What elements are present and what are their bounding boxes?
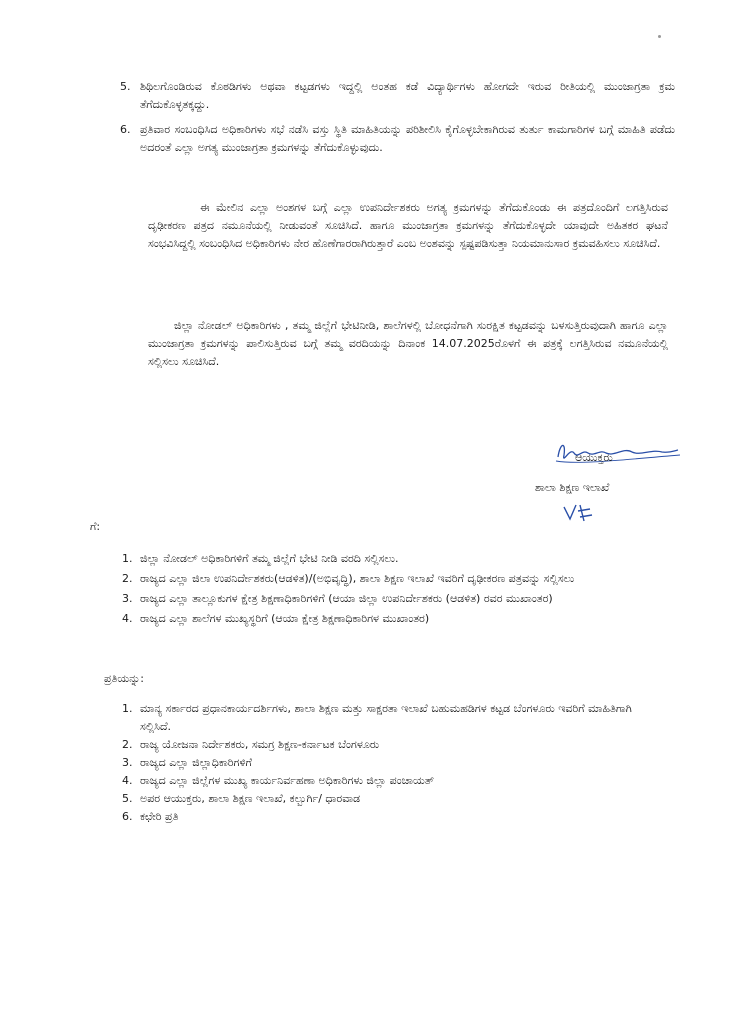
scan-dot [658, 35, 661, 38]
report-paragraph: ಜಿಲ್ಲಾ ನೋಡಲ್ ಅಧಿಕಾರಿಗಳು , ತಮ್ಮ ಜಿಲ್ಲೆಗೆ ಭೇಟಿನೀಡಿ, ಶಾಲೆಗಳಲ್ಲಿ ಬೋಧನೆಗಾಗಿ ಸುರಕ್ಷಿತ ಕಟ್ಟಡವನ್ನು ಬಳಸುತ್ತಿರುವುದಾಗಿ ಹಾಗೂ ಎಲ್ಲಾ ಮುಂಜಾಗ್ರತಾ ಕ್ರಮಗಳನ್ನು ಪಾಲಿಸುತ್ತಿರುವ ಬಗ್ಗೆ ತಮ್ಮ ವರದಿಯನ್ನು ದಿನಾಂಕ 14.07.2025ರೊಳಗೆ ಈ ಪತ್ರಕ್ಕೆ ಲಗತ್ತಿಸಿರುವ ನಮೂನೆಯಲ್ಲಿ ಸಲ್ಲಿಸಲು ಸೂಚಿಸಿದೆ. [148, 319, 668, 368]
signatory-department: ಶಾಲಾ ಶಿಕ್ಷಣ ಇಲಾಖೆ [535, 481, 610, 494]
copy-list [122, 700, 642, 826]
list-item-5 [120, 78, 675, 114]
list-item: 3. ರಾಜ್ಯದ ಎಲ್ಲಾ ಜಿಲ್ಲಾಧಿಕಾರಿಗಳಿಗೆ [122, 756, 252, 769]
list-item: 2. ರಾಜ್ಯದ ಎಲ್ಲಾ ಜಿಲಾ ಉಪನಿರ್ದೇಶಕರು(ಆಡಳಿತ)/(ಅಭಿವೃದ್ಧಿ), ಶಾಲಾ ಶಿಕ್ಷಣ ಇಲಾಖೆ ಇವರಿಗೆ ದೃಢೀಕರಣ ಪತ್ರವನ್ನು ಸಲ್ಲಿಸಲು [122, 572, 575, 585]
item-number: 6. [120, 123, 131, 136]
list-item-6 [120, 121, 675, 157]
list-item: 5. ಅಪರ ಆಯುಕ್ತರು, ಶಾಲಾ ಶಿಕ್ಷಣ ಇಲಾಖೆ, ಕಲ್ಬುರ್ಗಿ/ ಧಾರವಾಡ [122, 792, 361, 805]
list-item: 6. ಕಛೇರಿ ಪ್ರತಿ [122, 810, 179, 823]
list-item: 4. ರಾಜ್ಯದ ಎಲ್ಲಾ ಶಾಲೆಗಳ ಮುಖ್ಯಸ್ಥರಿಗೆ (ಆಯಾ ಕ್ಷೇತ್ರ ಶಿಕ್ಷಣಾಧಿಕಾರಿಗಳ ಮುಖಾಂತರ) [122, 612, 430, 625]
list-item: 2. ರಾಜ್ಯ ಯೋಜನಾ ನಿರ್ದೇಶಕರು, ಸಮಗ್ರ ಶಿಕ್ಷಣ-ಕರ್ನಾಟಕ ಬೆಂಗಳೂರು [122, 738, 380, 751]
list-item: 4. ರಾಜ್ಯದ ಎಲ್ಲಾ ಜಿಲ್ಲೆಗಳ ಮುಖ್ಯ ಕಾರ್ಯನಿರ್ವಹಣಾ ಅಧಿಕಾರಿಗಳು ಜಿಲ್ಲಾ ಪಂಚಾಯತ್ [122, 774, 435, 787]
to-label: ಗೆ: [90, 520, 101, 533]
signatory-title: ಆಯುಕ್ತರು [575, 451, 613, 464]
item-text: ಪ್ರತಿವಾರ ಸಂಬಂಧಿಸಿದ ಅಧಿಕಾರಿಗಳು ಸಭೆ ನಡೆಸಿ ವಸ್ತು ಸ್ಥಿತಿ ಮಾಹಿತಿಯನ್ನು ಪರಿಶೀಲಿಸಿ ಕೈಗೊಳ್ಳಬೇಕಾಗಿರುವ ತುರ್ತು ಕಾಮಗಾರಿಗಳ ಬಗ್ಗೆ ಮಾಹಿತಿ ಪಡೆದು ಅದರಂತೆ ಎಲ್ಲಾ ಅಗತ್ಯ ಮುಂಜಾಗ್ರತಾ ಕ್ರಮಗಳನ್ನು ತೆಗೆದುಕೊಳ್ಳುವುದು. [140, 123, 675, 154]
item-text: ಶಿಥಿಲಗೊಂಡಿರುವ ಕೊಠಡಿಗಳು ಅಥವಾ ಕಟ್ಟಡಗಳು ಇದ್ದಲ್ಲಿ ಅಂತಹ ಕಡೆ ವಿದ್ಯಾರ್ಥಿಗಳು ಹೋಗದೇ ಇರುವ ರೀತಿಯಲ್ಲಿ ಮುಂಜಾಗ್ರತಾ ಕ್ರಮ ತೆಗೆದುಕೊಳ್ಳತಕ್ಕದ್ದು. [140, 80, 675, 111]
copy-label: ಪ್ರತಿಯನ್ನು: [104, 672, 144, 685]
item-number: 5. [120, 80, 131, 93]
recipient-list [122, 550, 642, 630]
instruction-paragraph: ಈ ಮೇಲಿನ ಎಲ್ಲಾ ಅಂಶಗಳ ಬಗ್ಗೆ ಎಲ್ಲಾ ಉಪನಿರ್ದೇಶಕರು ಅಗತ್ಯ ಕ್ರಮಗಳನ್ನು ತೆಗೆದುಕೊಂಡು ಈ ಪತ್ರದೊಂದಿಗೆ ಲಗತ್ತಿಸಿರುವ ದೃಢೀಕರಣ ಪತ್ರದ ನಮೂನೆಯಲ್ಲಿ ನೀಡುವಂತೆ ಸೂಚಿಸಿದೆ. ಹಾಗೂ ಮುಂಜಾಗ್ರತಾ ಕ್ರಮಗಳನ್ನು ತೆಗೆದುಕೊಳ್ಳದೇ ಯಾವುದೇ ಅಹಿತಕರ ಘಟನೆ ಸಂಭವಿಸಿದ್ದಲ್ಲಿ ಸಂಬಂಧಿಸಿದ ಅಧಿಕಾರಿಗಳು ನೇರ ಹೊಣೆಗಾರರಾಗಿರುತ್ತಾರೆ ಎಂಬ ಅಂಶವನ್ನು ಸ್ಪಷ್ಟಪಡಿಸುತ್ತಾ ನಿಯಮಾನುಸಾರ ಕ್ರಮವಹಿಸಲು ಸೂಚಿಸಿದೆ. [148, 201, 668, 250]
list-item: 1. ಮಾನ್ಯ ಸರ್ಕಾರದ ಪ್ರಧಾನಕಾರ್ಯದರ್ಶಿಗಳು, ಶಾಲಾ ಶಿಕ್ಷಣ ಮತ್ತು ಸಾಕ್ಷರತಾ ಇಲಾಖೆ ಬಹುಮಹಡಿಗಳ ಕಟ್ಟಡ ಬೆಂಗಳೂರು ಇವರಿಗೆ ಮಾಹಿತಿಗಾಗಿ ಸಲ್ಲಿಸಿದೆ. [122, 702, 632, 733]
list-item: 1. ಜಿಲ್ಲಾ ನೋಡಲ್ ಅಧಿಕಾರಿಗಳಿಗೆ ತಮ್ಮ ಜಿಲ್ಲೆಗೆ ಭೇಟಿ ನೀಡಿ ವರದಿ ಸಲ್ಲಿಸಲು. [122, 552, 399, 565]
list-item: 3. ರಾಜ್ಯದ ಎಲ್ಲಾ ತಾಲ್ಲೂಕುಗಳ ಕ್ಷೇತ್ರ ಶಿಕ್ಷಣಾಧಿಕಾರಿಗಳಿಗೆ (ಆಯಾ ಜಿಲ್ಲಾ ಉಪನಿರ್ದೇಶಕರು (ಆಡಳಿತ) ರವರ ಮುಖಾಂತರ) [122, 592, 553, 605]
